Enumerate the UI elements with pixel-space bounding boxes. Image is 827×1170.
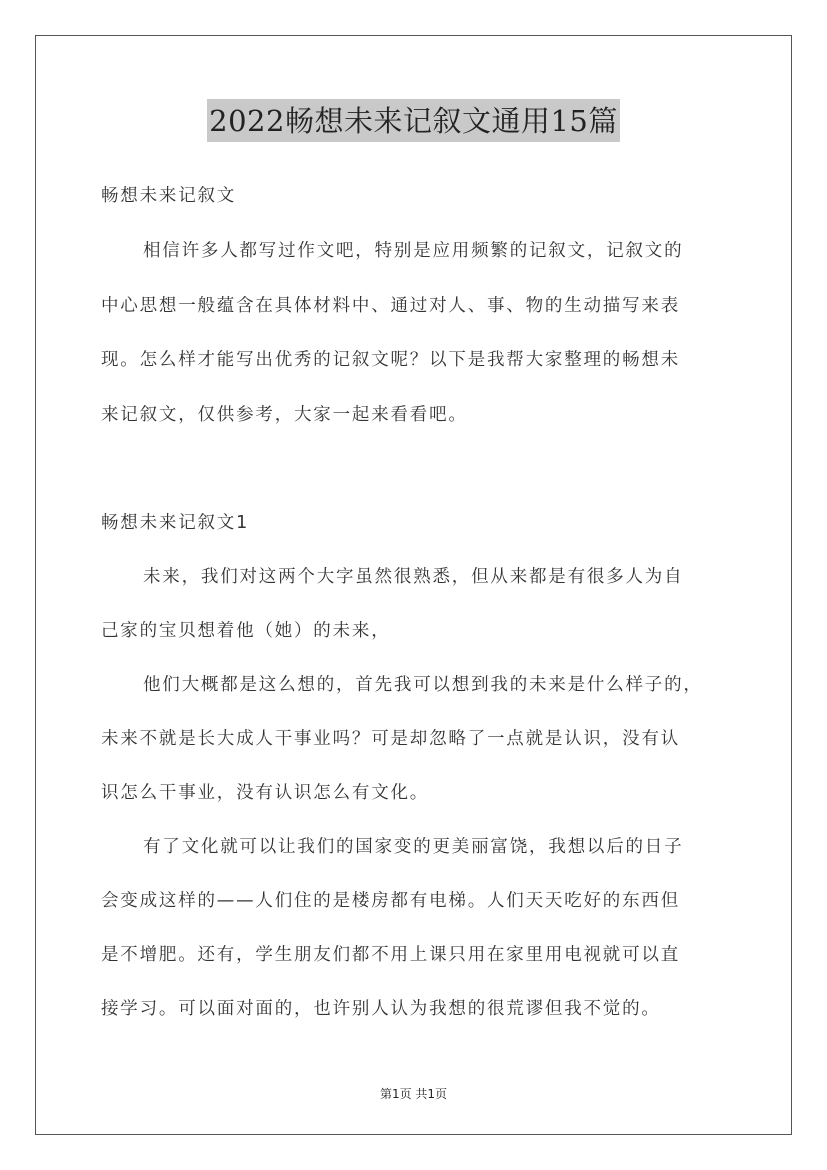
paragraph-line: 相信许多人都写过作文吧，特别是应用频繁的记叙文，记叙文的 (143, 241, 684, 261)
title-container (0, 99, 827, 142)
paragraph-line: 会变成这样的——人们住的是楼房都有电梯。人们天天吃好的东西但 (101, 891, 680, 911)
paragraph-line: 己家的宝贝想着他（她）的未来， (101, 621, 391, 641)
page-footer: 第1页 共1页 (379, 1087, 448, 1101)
paragraph-line: 识怎么干事业，没有认识怎么有文化。 (101, 783, 430, 803)
paragraph-line: 有了文化就可以让我们的国家变的更美丽富饶，我想以后的日子 (143, 837, 684, 857)
paragraph-line: 他们大概都是这么想的，首先我可以想到我的未来是什么样子的， (143, 675, 703, 695)
paragraph-line: 中心思想一般蕴含在具体材料中、通过对人、事、物的生动描写来表 (101, 296, 680, 316)
document-title: 2022畅想未来记叙文通用15篇 (207, 99, 620, 142)
paragraph-line: 接学习。可以面对面的，也许别人认为我想的很荒谬但我不觉的。 (101, 999, 661, 1019)
paragraph-line: 未来不就是长大成人干事业吗？可是却忽略了一点就是认识，没有认 (101, 729, 680, 749)
section-heading-1: 畅想未来记叙文1 (101, 513, 250, 533)
paragraph-line: 未来，我们对这两个大字虽然很熟悉，但从来都是有很多人为自 (143, 567, 684, 587)
paragraph-line: 来记叙文，仅供参考，大家一起来看看吧。 (101, 405, 468, 425)
paragraph-line: 是不增肥。还有，学生朋友们都不用上课只用在家里用电视就可以直 (101, 945, 680, 965)
section-heading-intro: 畅想未来记叙文 (101, 186, 237, 206)
paragraph-line: 现。怎么样才能写出优秀的记叙文呢？以下是我帮大家整理的畅想未 (101, 350, 680, 370)
